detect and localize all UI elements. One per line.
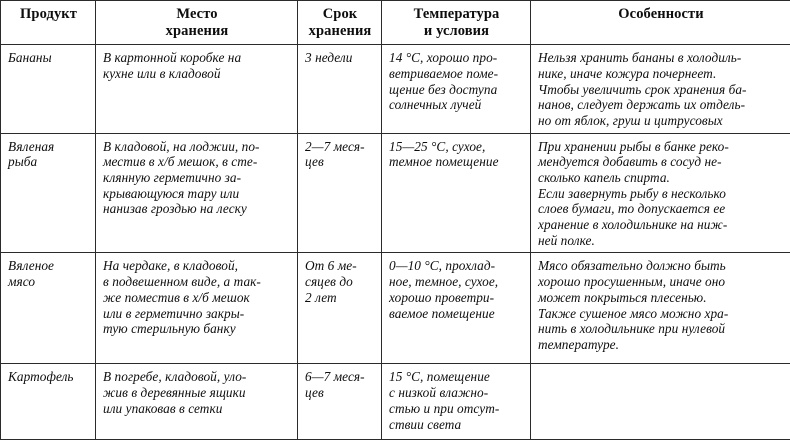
table-header-row <box>1 1 790 45</box>
cell-line: Картофель <box>8 369 89 385</box>
cell-line: Вяленое <box>8 258 89 274</box>
cell-line: или упаковав в сетки <box>103 401 291 417</box>
cell-notes <box>531 45 790 133</box>
cell-line: клянную герметично за- <box>103 170 291 186</box>
cell-term <box>298 364 382 440</box>
cell-line: 6—7 меся- <box>305 369 375 385</box>
column-header-place-line2: хранения <box>166 23 229 39</box>
cell-line: Мясо обязательно должно быть <box>538 258 784 274</box>
column-header-temperature-line2: и условия <box>424 23 489 39</box>
table-row <box>1 253 790 364</box>
cell-place <box>96 364 298 440</box>
table-row <box>1 133 790 253</box>
cell-line: может покрыться плесенью. <box>538 290 784 306</box>
cell-line: 15 °С, помещение <box>389 369 524 385</box>
cell-line: но от яблок, груш и цитрусовых <box>538 113 784 129</box>
cell-line: слоев бумаги, то допускается ее <box>538 201 784 217</box>
column-header-place <box>96 1 298 45</box>
cell-line: мендуется добавить в сосуд не- <box>538 154 784 170</box>
table-row <box>1 45 790 133</box>
cell-line: 14 °С, хорошо про- <box>389 50 524 66</box>
cell-line: же поместив в х/б мешок <box>103 290 291 306</box>
cell-line: Также сушеное мясо можно хра- <box>538 306 784 322</box>
cell-line: 2 лет <box>305 290 375 306</box>
cell-line: хорошо просушенным, иначе оно <box>538 274 784 290</box>
cell-product <box>1 133 96 253</box>
cell-term <box>298 133 382 253</box>
cell-line: нить в холодильнике при нулевой <box>538 321 784 337</box>
cell-temperature <box>382 45 531 133</box>
cell-line: тую стерильную банку <box>103 321 291 337</box>
cell-line: жив в деревянные ящики <box>103 385 291 401</box>
cell-place <box>96 45 298 133</box>
cell-line: 3 недели <box>305 50 375 66</box>
cell-place <box>96 253 298 364</box>
cell-line: нанов, следует держать их отдель- <box>538 97 784 113</box>
cell-line: солнечных лучей <box>389 97 524 113</box>
column-header-notes-label: Особенности <box>618 6 703 22</box>
cell-line: нике, иначе кожура почернеет. <box>538 66 784 82</box>
cell-line: ветриваемое поме- <box>389 66 524 82</box>
cell-line: хорошо проветри- <box>389 290 524 306</box>
cell-line: ней полке. <box>538 233 784 249</box>
cell-line: крывающуюся тару или <box>103 186 291 202</box>
cell-line: с низкой влажно- <box>389 385 524 401</box>
column-header-term-line2: хранения <box>309 23 372 39</box>
cell-term <box>298 253 382 364</box>
cell-line: ное, темное, сухое, <box>389 274 524 290</box>
cell-line: Если завернуть рыбу в несколько <box>538 186 784 202</box>
cell-notes <box>531 253 790 364</box>
cell-temperature <box>382 364 531 440</box>
table-body <box>1 45 790 440</box>
column-header-product <box>1 1 96 45</box>
cell-line: Бананы <box>8 50 89 66</box>
cell-line: 2—7 меся- <box>305 139 375 155</box>
column-header-place-line1: Место <box>176 6 217 22</box>
cell-line: темное помещение <box>389 154 524 170</box>
cell-line: нанизав гроздью на леску <box>103 201 291 217</box>
cell-product <box>1 364 96 440</box>
cell-line: щение без доступа <box>389 82 524 98</box>
cell-notes <box>531 364 790 440</box>
table-header <box>1 1 790 45</box>
cell-line: ствии света <box>389 417 524 433</box>
cell-line: Нельзя хранить бананы в холодиль- <box>538 50 784 66</box>
cell-line: сколько капель спирта. <box>538 170 784 186</box>
cell-temperature <box>382 253 531 364</box>
cell-line: В погребе, кладовой, уло- <box>103 369 291 385</box>
column-header-temperature-line1: Температура <box>414 6 500 22</box>
cell-line: 15—25 °С, сухое, <box>389 139 524 155</box>
column-header-temperature <box>382 1 531 45</box>
cell-line: или в герметично закры- <box>103 306 291 322</box>
cell-product <box>1 253 96 364</box>
cell-line: От 6 ме- <box>305 258 375 274</box>
column-header-notes <box>531 1 790 45</box>
cell-line: сяцев до <box>305 274 375 290</box>
cell-line: температуре. <box>538 337 784 353</box>
cell-line: кухне или в кладовой <box>103 66 291 82</box>
cell-line: рыба <box>8 154 89 170</box>
cell-line: в подвешенном виде, а так- <box>103 274 291 290</box>
cell-term <box>298 45 382 133</box>
cell-line: местив в х/б мешок, в сте- <box>103 154 291 170</box>
cell-line: ваемое помещение <box>389 306 524 322</box>
cell-line: В кладовой, на лоджии, по- <box>103 139 291 155</box>
cell-place <box>96 133 298 253</box>
cell-product <box>1 45 96 133</box>
cell-line: стью и при отсут- <box>389 401 524 417</box>
cell-line: цев <box>305 154 375 170</box>
cell-line: цев <box>305 385 375 401</box>
cell-line: На чердаке, в кладовой, <box>103 258 291 274</box>
cell-line: При хранении рыбы в банке реко- <box>538 139 784 155</box>
cell-line: хранение в холодильнике на ниж- <box>538 217 784 233</box>
cell-line: мясо <box>8 274 89 290</box>
column-header-term <box>298 1 382 45</box>
cell-line: 0—10 °С, прохлад- <box>389 258 524 274</box>
cell-line: Вяленая <box>8 139 89 155</box>
cell-temperature <box>382 133 531 253</box>
cell-line: В картонной коробке на <box>103 50 291 66</box>
cell-line: Чтобы увеличить срок хранения ба- <box>538 82 784 98</box>
cell-notes <box>531 133 790 253</box>
column-header-product-label: Продукт <box>20 6 77 22</box>
table-row <box>1 364 790 440</box>
column-header-term-line1: Срок <box>323 6 358 22</box>
